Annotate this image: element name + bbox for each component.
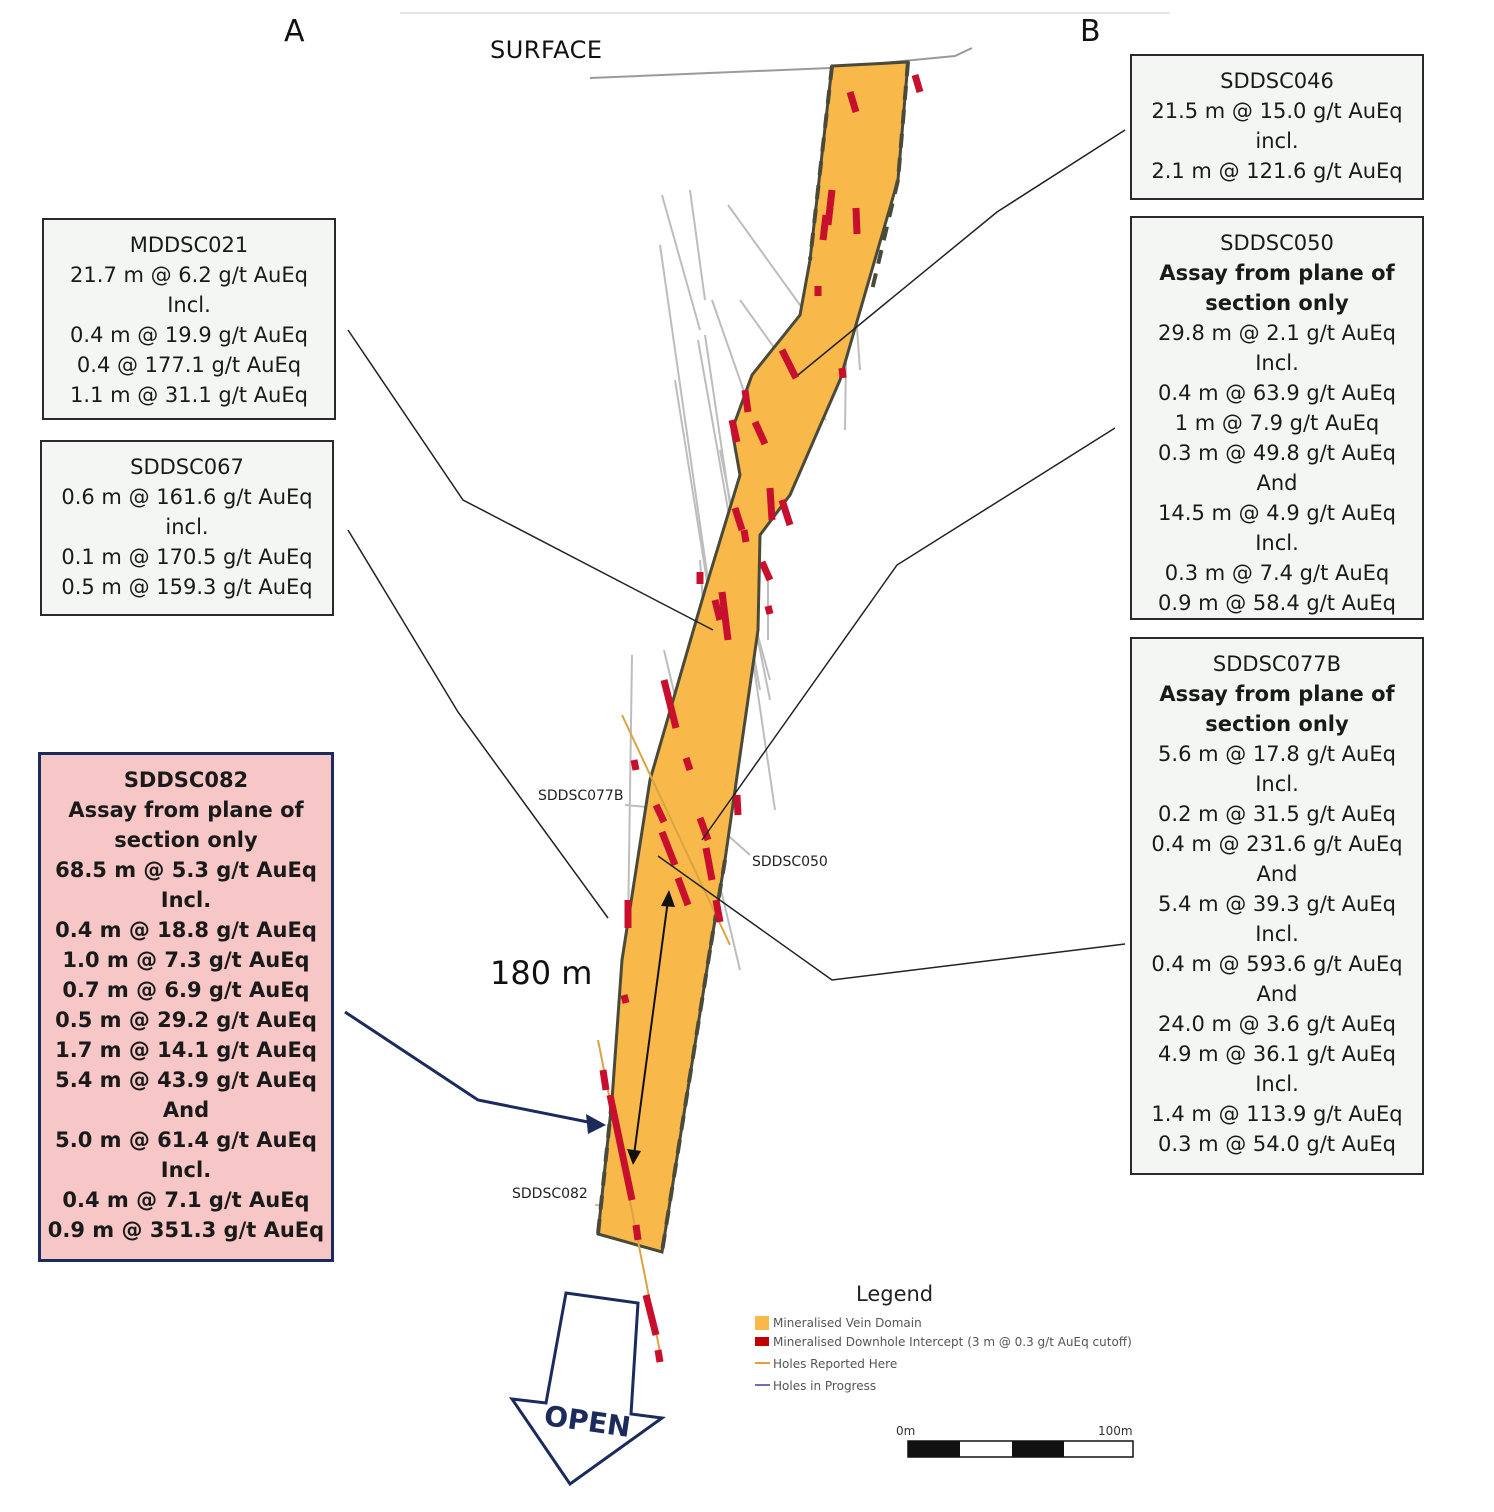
box-subtitle: section only (1205, 291, 1349, 315)
assay-line: 0.7 m @ 6.9 g/t AuEq (62, 978, 310, 1002)
scale-bar-segment (1012, 1441, 1064, 1457)
assay-line: 0.1 m @ 170.5 g/t AuEq (61, 545, 313, 569)
assay-line: 0.4 m @ 593.6 g/t AuEq (1151, 952, 1403, 976)
assay-line: 0.4 m @ 231.6 g/t AuEq (1151, 832, 1403, 856)
scale-bar (908, 1441, 1133, 1457)
assay-line: 0.4 m @ 19.9 g/t AuEq (70, 323, 308, 347)
assay-line: 0.4 m @ 18.8 g/t AuEq (55, 918, 317, 942)
box-subtitle: section only (114, 828, 258, 852)
intercept (636, 1225, 638, 1240)
assay-line: 0.3 m @ 54.0 g/t AuEq (1158, 1132, 1396, 1156)
assay-line: And (1256, 471, 1298, 495)
assay-line: 5.6 m @ 17.8 g/t AuEq (1158, 742, 1396, 766)
intercept (634, 760, 636, 770)
intercept (782, 500, 790, 525)
assay-line: 68.5 m @ 5.3 g/t AuEq (55, 858, 317, 882)
box-subtitle: Assay from plane of (1159, 261, 1395, 285)
assay-line: incl. (165, 515, 209, 539)
intercept (744, 530, 746, 542)
assay-line: 1.7 m @ 14.1 g/t AuEq (55, 1038, 317, 1062)
box-title: SDDSC046 (1220, 69, 1334, 93)
drill-hole (690, 190, 705, 300)
scale-label-start: 0m (896, 1424, 916, 1438)
intercept (732, 420, 737, 442)
surface-line (590, 48, 972, 78)
assay-line: Incl. (1255, 922, 1299, 946)
box-subtitle: Assay from plane of (1159, 682, 1395, 706)
assay-line: 0.9 m @ 58.4 g/t AuEq (1158, 591, 1396, 615)
intercept (686, 758, 690, 770)
assay-line: 14.5 m @ 4.9 g/t AuEq (1158, 501, 1396, 525)
intercept (856, 208, 857, 234)
leader-mddsc021 (348, 330, 713, 630)
assay-line: 0.4 m @ 7.1 g/t AuEq (62, 1188, 310, 1212)
callout-box-sddsc077b (1130, 637, 1424, 1175)
assay-line: Incl. (1255, 772, 1299, 796)
legend-item-progress: Holes in Progress (773, 1379, 877, 1393)
drill-hole (660, 245, 708, 580)
hole-label-sddsc082: SDDSC082 (512, 1186, 588, 1202)
intercept (737, 795, 738, 815)
assay-line: 21.5 m @ 15.0 g/t AuEq (1151, 99, 1403, 123)
assay-line: Incl. (160, 1158, 212, 1182)
assay-line: 1.1 m @ 31.1 g/t AuEq (70, 383, 308, 407)
assay-line: 5.4 m @ 39.3 g/t AuEq (1158, 892, 1396, 916)
sddsc082-pointer-line (345, 1012, 598, 1124)
box-subtitle: Assay from plane of (68, 798, 304, 822)
assay-line: 1.0 m @ 7.3 g/t AuEq (62, 948, 310, 972)
hole-label-sddsc077b: SDDSC077B (538, 788, 624, 804)
box-subtitle: section only (1205, 712, 1349, 736)
assay-line: 0.6 m @ 161.6 g/t AuEq (61, 485, 313, 509)
assay-line: 0.3 m @ 7.4 g/t AuEq (1164, 561, 1390, 585)
legend-item-vein: Mineralised Vein Domain (773, 1316, 922, 1330)
assay-line: 29.8 m @ 2.1 g/t AuEq (1158, 321, 1396, 345)
callout-box-sddsc050 (1130, 216, 1424, 620)
intercept (624, 995, 626, 1003)
intercept (715, 600, 720, 620)
assay-line: Incl. (1255, 351, 1299, 375)
intercept (770, 488, 772, 520)
intercept (716, 900, 720, 922)
assay-line: 0.2 m @ 31.5 g/t AuEq (1158, 802, 1396, 826)
assay-line: And (1256, 982, 1298, 1006)
assay-line: Incl. (1255, 531, 1299, 555)
assay-line: 0.5 m @ 159.3 g/t AuEq (61, 575, 313, 599)
callout-box-mddsc021 (42, 218, 336, 420)
assay-line: 0.5 m @ 29.2 g/t AuEq (55, 1008, 317, 1032)
assay-line: 1 m @ 7.9 g/t AuEq (1174, 411, 1380, 435)
assay-line: 0.4 m @ 63.9 g/t AuEq (1158, 381, 1396, 405)
callout-box-sddsc067 (40, 440, 334, 616)
open-down-arrow (512, 1293, 662, 1484)
sddsc082-pointer-head (586, 1114, 606, 1134)
intercept (915, 75, 920, 92)
box-title: SDDSC050 (1220, 231, 1334, 255)
section-end-b-label: B (1080, 14, 1101, 49)
box-title: SDDSC067 (130, 455, 244, 479)
intercept (823, 215, 826, 240)
scale-label-end: 100m (1098, 1424, 1133, 1438)
scale-bar-segment (908, 1441, 960, 1457)
assay-line: Incl. (160, 888, 212, 912)
assay-line: And (162, 1098, 210, 1122)
section-end-a-label: A (284, 14, 305, 49)
assay-line: 1.4 m @ 113.9 g/t AuEq (1151, 1102, 1403, 1126)
intercept (842, 368, 843, 378)
open-label: OPEN (542, 1399, 633, 1444)
hole-label-sddsc050: SDDSC050 (752, 854, 828, 870)
assay-line: 5.0 m @ 61.4 g/t AuEq (55, 1128, 317, 1152)
intercept (646, 1295, 656, 1335)
legend-swatch-intercept (755, 1337, 769, 1346)
legend-swatch-vein (755, 1316, 769, 1330)
assay-line: 4.9 m @ 36.1 g/t AuEq (1158, 1042, 1396, 1066)
box-title: MDDSC021 (129, 233, 249, 257)
distance-label: 180 m (490, 954, 593, 992)
box-title: SDDSC077B (1212, 652, 1342, 676)
legend-title: Legend (856, 1282, 934, 1306)
intercept (762, 562, 770, 580)
assay-line: 0.3 m @ 49.8 g/t AuEq (1158, 441, 1396, 465)
intercept (745, 390, 748, 412)
box-title: SDDSC082 (123, 768, 249, 792)
leader-sddsc067 (348, 530, 608, 918)
callout-box-sddsc046 (1130, 54, 1424, 200)
legend-item-reported: Holes Reported Here (773, 1357, 898, 1371)
drill-hole (628, 655, 632, 930)
assay-line: Incl. (1255, 1072, 1299, 1096)
assay-line: And (1256, 862, 1298, 886)
legend-item-intercept: Mineralised Downhole Intercept (3 m @ 0.3 g/t AuEq cutoff) (773, 1335, 1132, 1349)
callout-box-sddsc082 (38, 752, 334, 1262)
assay-line: 21.7 m @ 6.2 g/t AuEq (70, 263, 308, 287)
assay-line: 24.0 m @ 3.6 g/t AuEq (1158, 1012, 1396, 1036)
surface-label: SURFACE (490, 36, 603, 64)
assay-line: 5.4 m @ 43.9 g/t AuEq (55, 1068, 317, 1092)
assay-line: 0.9 m @ 351.3 g/t AuEq (47, 1218, 325, 1242)
intercept (768, 606, 770, 614)
intercept (603, 1070, 606, 1090)
assay-line: 2.1 m @ 121.6 g/t AuEq (1151, 159, 1403, 183)
assay-line: 0.4 @ 177.1 g/t AuEq (76, 353, 302, 377)
drill-hole (675, 380, 710, 600)
assay-line: Incl. (167, 293, 211, 317)
assay-line: incl. (1255, 129, 1299, 153)
intercept (658, 1350, 660, 1362)
